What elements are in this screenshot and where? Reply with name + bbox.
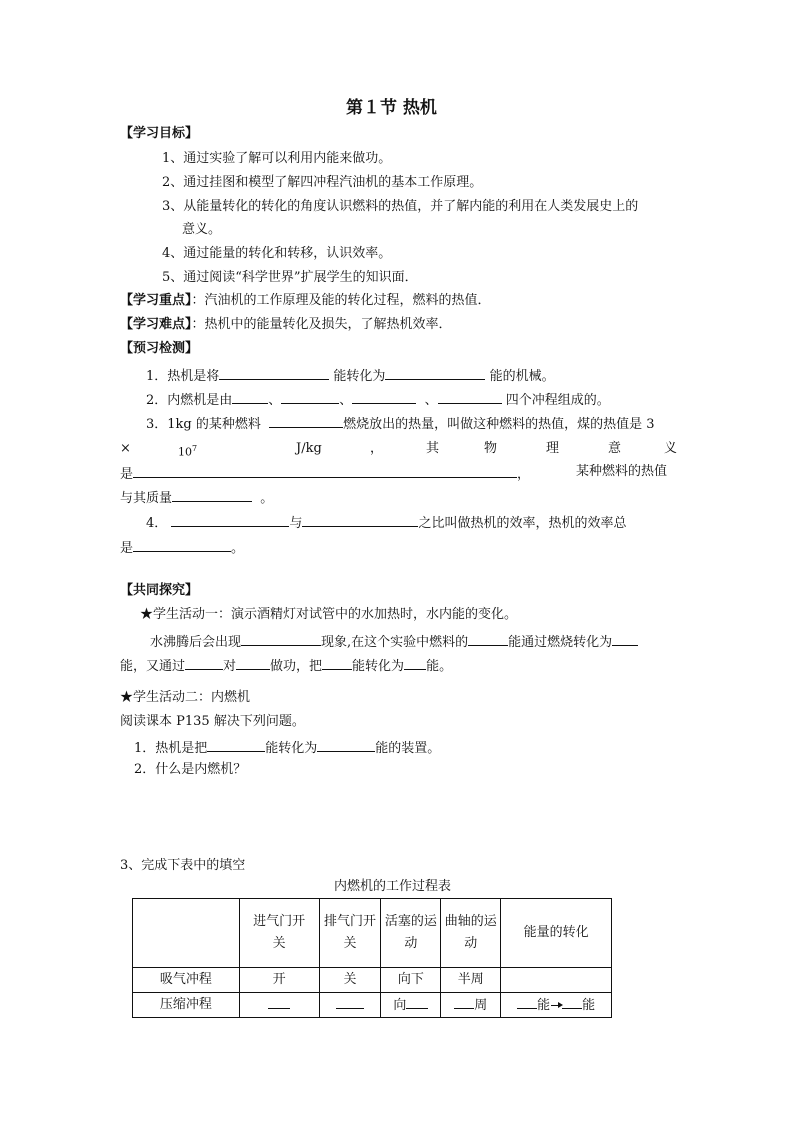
blank[interactable] bbox=[232, 389, 268, 404]
table-header-cell: 活塞的运动 bbox=[381, 899, 441, 968]
a1-text: 能，又通过 bbox=[120, 659, 186, 674]
table-cell: 吸气冲程 bbox=[133, 968, 240, 993]
key-points bbox=[120, 292, 491, 310]
preview-q3d bbox=[120, 487, 273, 508]
q3-text: × bbox=[120, 441, 131, 456]
preview-q3c bbox=[120, 463, 530, 484]
q3-text: 3．1kg 的某种燃料 bbox=[146, 417, 261, 432]
goal-item: 5、通过阅读“科学世界”扩展学生的知识面． bbox=[162, 270, 418, 285]
section-key: 【学习重点】 bbox=[120, 293, 192, 308]
a1-text: 水沸腾后会出现 bbox=[150, 635, 242, 650]
q4-text: 与 bbox=[289, 516, 303, 531]
a1-text: 现象,在这个实验中燃料的 bbox=[321, 635, 469, 650]
cell-text: 周 bbox=[474, 997, 488, 1013]
blank[interactable] bbox=[171, 512, 289, 527]
difficulty-points bbox=[120, 316, 452, 334]
q1-text: 1．热机是将 bbox=[146, 369, 220, 384]
goal-item: 意义。 bbox=[182, 222, 222, 237]
preview-q4a bbox=[146, 512, 626, 533]
blank[interactable] bbox=[281, 389, 339, 404]
blank[interactable] bbox=[241, 631, 321, 646]
blank[interactable] bbox=[269, 413, 343, 428]
q1-text: 能转化为 bbox=[333, 369, 386, 384]
blank[interactable] bbox=[385, 365, 485, 380]
blank[interactable] bbox=[317, 737, 375, 752]
q3-text: ， bbox=[370, 441, 384, 456]
table-cell[interactable] bbox=[239, 993, 319, 1018]
q4-text: 。 bbox=[231, 541, 245, 556]
q3c-tail: 某种燃料的热值 bbox=[576, 464, 668, 479]
table-cell[interactable] bbox=[501, 968, 612, 993]
q3-unit: J/kg bbox=[296, 441, 322, 456]
activity1-line2 bbox=[120, 655, 452, 676]
q4-text: 是 bbox=[120, 541, 134, 556]
a2-text: 能转化为 bbox=[265, 741, 318, 756]
blank[interactable] bbox=[562, 994, 582, 1009]
q3-text: 其 bbox=[426, 441, 440, 456]
a1-text: 能转化为 bbox=[352, 659, 405, 674]
preview-q2 bbox=[146, 389, 610, 410]
activity2-read: 阅读课本 P135 解决下列问题。 bbox=[120, 714, 305, 729]
engine-process-table bbox=[132, 898, 612, 1018]
q3-text: 是 bbox=[120, 467, 134, 482]
a1-text: 对 bbox=[223, 659, 237, 674]
difficulty-text: ：热机中的能量转化及损失，了解热机效率． bbox=[191, 317, 452, 332]
preview-q1 bbox=[146, 365, 555, 386]
a2-text: 能的装置。 bbox=[375, 741, 441, 756]
blank[interactable] bbox=[336, 994, 364, 1009]
table-header-cell: 排气门开关 bbox=[319, 899, 381, 968]
table-cell: 向下 bbox=[381, 968, 441, 993]
q3-text: 意 bbox=[608, 441, 622, 456]
table-header-cell bbox=[133, 899, 240, 968]
q3-text: 物 bbox=[484, 441, 498, 456]
preview-q4b bbox=[120, 537, 244, 558]
table-cell[interactable] bbox=[319, 993, 381, 1018]
q3-text: ， bbox=[517, 467, 531, 482]
q2-text: 、 bbox=[268, 393, 282, 408]
q3-text: 。 bbox=[260, 491, 274, 506]
blank[interactable] bbox=[219, 365, 329, 380]
key-text: ：汽油机的工作原理及能的转化过程，燃料的热值． bbox=[191, 293, 491, 308]
arrow-right-icon bbox=[551, 1005, 561, 1006]
q2-text: 四个冲程组成的。 bbox=[505, 393, 610, 408]
section-explore: 【共同探究】 bbox=[120, 583, 199, 598]
table-header-cell: 曲轴的运动 bbox=[441, 899, 501, 968]
activity2-q1 bbox=[134, 737, 440, 758]
blank[interactable] bbox=[468, 631, 508, 646]
blank[interactable] bbox=[406, 994, 428, 1009]
blank[interactable] bbox=[612, 631, 638, 646]
page-title: 第１节 热机 bbox=[346, 98, 437, 118]
table-cell: 半周 bbox=[441, 968, 501, 993]
table-header-cell: 能量的转化 bbox=[501, 899, 612, 968]
blank[interactable] bbox=[517, 994, 537, 1009]
q2-text: 2．内燃机是由 bbox=[146, 393, 233, 408]
cell-text: 能 bbox=[582, 997, 596, 1013]
a1-text: 能通过燃烧转化为 bbox=[508, 635, 613, 650]
table-header-cell: 进气门开关 bbox=[239, 899, 319, 968]
blank[interactable] bbox=[133, 463, 517, 478]
table-cell: 压缩冲程 bbox=[133, 993, 240, 1018]
cell-text: 能 bbox=[537, 997, 551, 1013]
blank[interactable] bbox=[438, 389, 502, 404]
blank[interactable] bbox=[207, 737, 265, 752]
q4-text: 之比叫做热机的效率，热机的效率总 bbox=[418, 516, 627, 531]
goal-item: 2、通过挂图和模型了解四冲程汽油机的基本工作原理。 bbox=[162, 175, 483, 190]
table-caption: 内燃机的工作过程表 bbox=[334, 879, 452, 894]
table-cell: 开 bbox=[239, 968, 319, 993]
section-difficulty: 【学习难点】 bbox=[120, 317, 192, 332]
q3-label: 3、完成下表中的填空 bbox=[120, 858, 246, 873]
activity2-heading: ★学生活动二：内燃机 bbox=[120, 690, 251, 705]
blank[interactable] bbox=[302, 512, 418, 527]
table-row bbox=[133, 993, 612, 1018]
goal-item: 4、通过能量的转化和转移，认识效率。 bbox=[162, 246, 392, 261]
table-cell[interactable] bbox=[501, 993, 612, 1018]
activity2-q2: 2．什么是内燃机？ bbox=[134, 762, 247, 777]
section-goals: 【学习目标】 bbox=[120, 126, 199, 141]
table-row bbox=[133, 968, 612, 993]
activity1-heading: ★学生活动一：演示酒精灯对试管中的水加热时，水内能的变化。 bbox=[140, 607, 518, 622]
q3-text: 理 bbox=[546, 441, 560, 456]
table-cell[interactable] bbox=[381, 993, 441, 1018]
a1-text: 做功，把 bbox=[270, 659, 323, 674]
table-cell: 关 bbox=[319, 968, 381, 993]
cell-text: 向 bbox=[393, 997, 407, 1013]
q2-text: 、 bbox=[424, 393, 438, 408]
blank[interactable] bbox=[352, 389, 416, 404]
section-preview: 【预习检测】 bbox=[120, 341, 199, 356]
q3-text: 燃烧放出的热量，叫做这种燃料的热值，煤的热值是 3 bbox=[343, 417, 655, 432]
q3-exponent: $10^7$ bbox=[178, 444, 198, 459]
blank[interactable] bbox=[404, 655, 426, 670]
activity1-line1 bbox=[150, 631, 638, 652]
q2-text: 、 bbox=[339, 393, 353, 408]
blank[interactable] bbox=[322, 655, 352, 670]
blank[interactable] bbox=[133, 537, 231, 552]
preview-q3a bbox=[146, 413, 655, 434]
q3-text: 义 bbox=[664, 441, 678, 456]
blank[interactable] bbox=[236, 655, 270, 670]
goal-item: 1、通过实验了解可以利用内能来做功。 bbox=[162, 151, 392, 166]
blank[interactable] bbox=[172, 487, 252, 502]
a1-text: 能。 bbox=[426, 659, 453, 674]
q3-text: 与其质量 bbox=[120, 491, 173, 506]
blank[interactable] bbox=[268, 994, 290, 1009]
q1-text: 能的机械。 bbox=[489, 369, 555, 384]
a2-text: 1．热机是把 bbox=[134, 741, 208, 756]
blank[interactable] bbox=[185, 655, 223, 670]
q4-text: 4． bbox=[146, 516, 168, 531]
blank[interactable] bbox=[454, 994, 474, 1009]
table-cell[interactable] bbox=[441, 993, 501, 1018]
goal-item: 3、从能量转化的转化的角度认识燃料的热值，并了解内能的利用在人类发展史上的 bbox=[162, 199, 639, 214]
table-header-row bbox=[133, 899, 612, 968]
